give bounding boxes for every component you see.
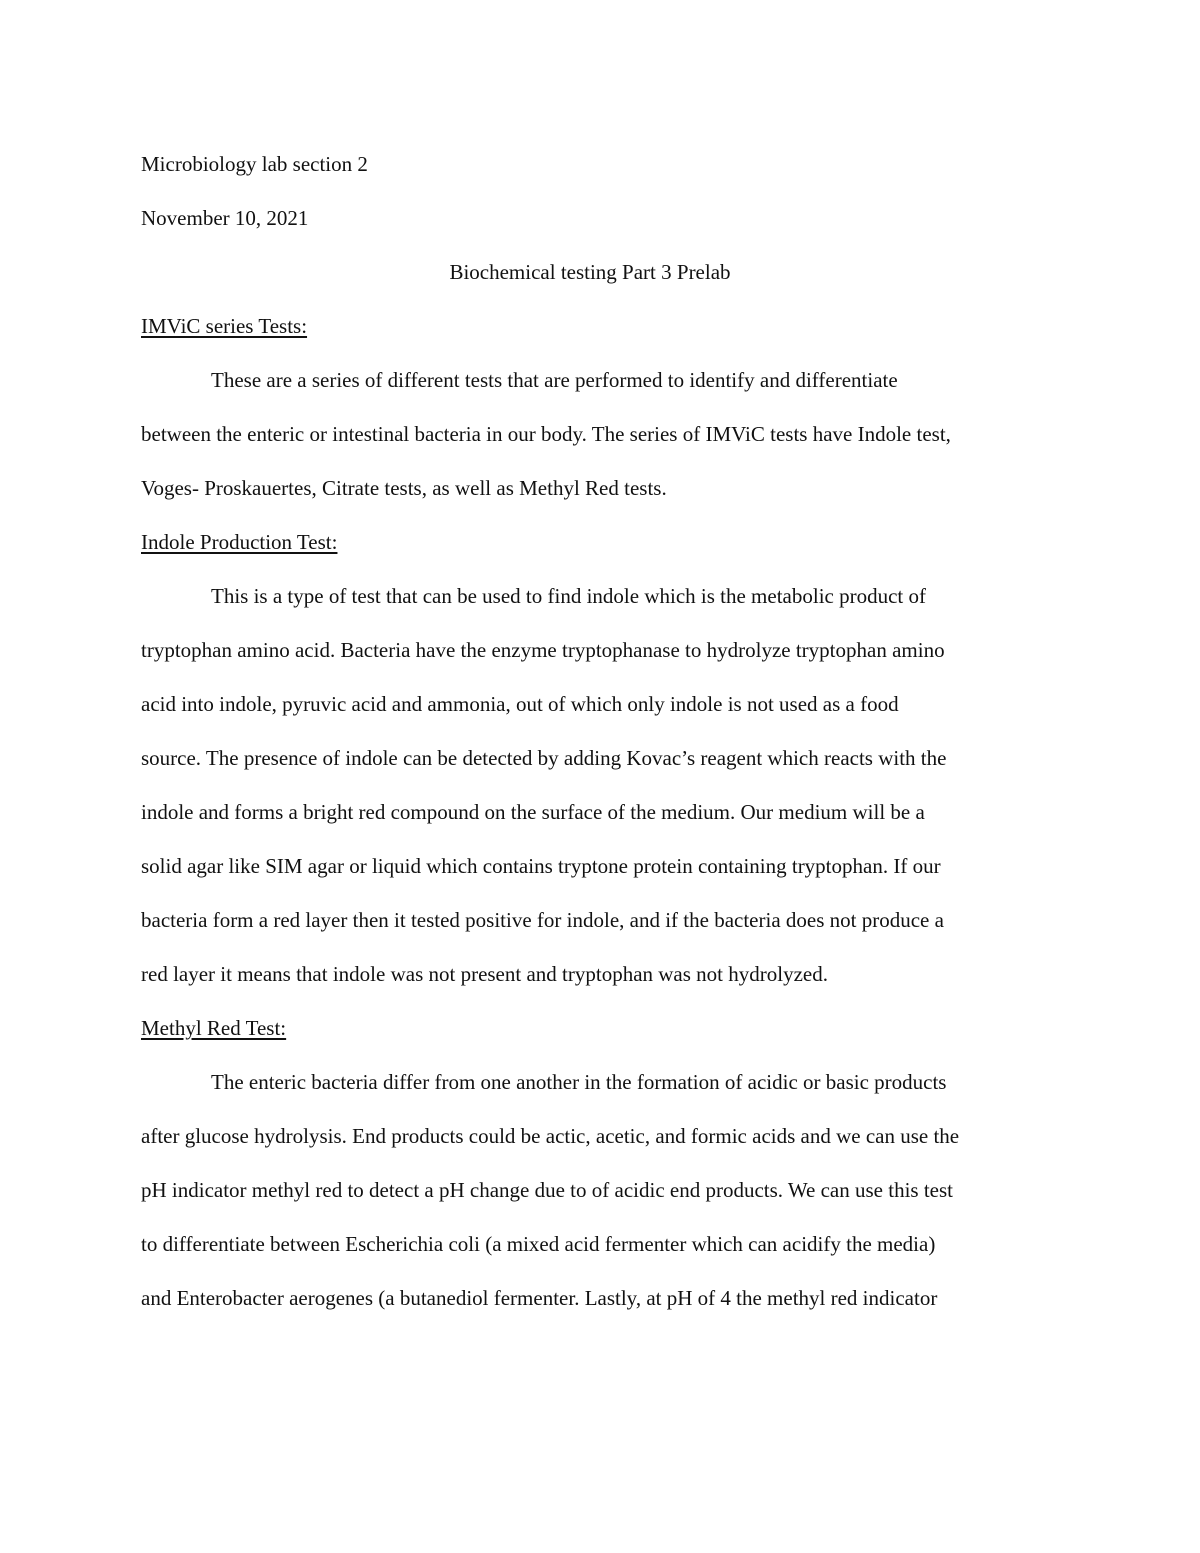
paragraph-line: and Enterobacter aerogenes (a butanediol fermenter. Lastly, at pH of 4 the methyl red indicator bbox=[141, 1286, 938, 1310]
paragraph-line: tryptophan amino acid. Bacteria have the enzyme tryptophanase to hydrolyze tryptophan amino bbox=[141, 638, 945, 662]
paragraph-line: indole and forms a bright red compound on the surface of the medium. Our medium will be a bbox=[141, 800, 925, 824]
section-heading-methyl-red: Methyl Red Test: bbox=[141, 1016, 287, 1040]
paragraph-line: after glucose hydrolysis. End products could be actic, acetic, and formic acids and we can use the bbox=[141, 1124, 960, 1148]
paragraph-line: The enteric bacteria differ from one another in the formation of acidic or basic products bbox=[211, 1070, 947, 1094]
paragraph-line: bacteria form a red layer then it tested positive for indole, and if the bacteria does not produce a bbox=[141, 908, 944, 932]
section-heading-imvic: IMViC series Tests: bbox=[141, 314, 308, 338]
section-heading-indole: Indole Production Test: bbox=[141, 530, 338, 554]
paragraph-line: Voges- Proskauertes, Citrate tests, as well as Methyl Red tests. bbox=[141, 476, 667, 500]
document-title: Biochemical testing Part 3 Prelab bbox=[449, 260, 731, 284]
paragraph-line: red layer it means that indole was not present and tryptophan was not hydrolyzed. bbox=[141, 962, 828, 986]
document-body bbox=[141, 137, 1063, 1325]
section-paragraph-imvic bbox=[141, 353, 1063, 515]
paragraph-line: between the enteric or intestinal bacteria in our body. The series of IMViC tests have Indole test, bbox=[141, 422, 951, 446]
date-line: November 10, 2021 bbox=[141, 206, 309, 230]
paragraph-line: acid into indole, pyruvic acid and ammonia, out of which only indole is not used as a food bbox=[141, 692, 899, 716]
section-paragraph-methyl-red bbox=[141, 1055, 1063, 1325]
paragraph-line: solid agar like SIM agar or liquid which contains tryptone protein containing tryptophan. If our bbox=[141, 854, 941, 878]
paragraph-line: source. The presence of indole can be detected by adding Kovac’s reagent which reacts with the bbox=[141, 746, 947, 770]
section-paragraph-indole bbox=[141, 569, 1063, 1001]
paragraph-line: pH indicator methyl red to detect a pH change due to of acidic end products. We can use this test bbox=[141, 1178, 953, 1202]
paragraph-line: to differentiate between Escherichia coli (a mixed acid fermenter which can acidify the media) bbox=[141, 1232, 936, 1256]
paragraph-line: This is a type of test that can be used to find indole which is the metabolic product of bbox=[211, 584, 926, 608]
paragraph-line: These are a series of different tests that are performed to identify and differentiate bbox=[211, 368, 898, 392]
course-line: Microbiology lab section 2 bbox=[141, 152, 368, 176]
